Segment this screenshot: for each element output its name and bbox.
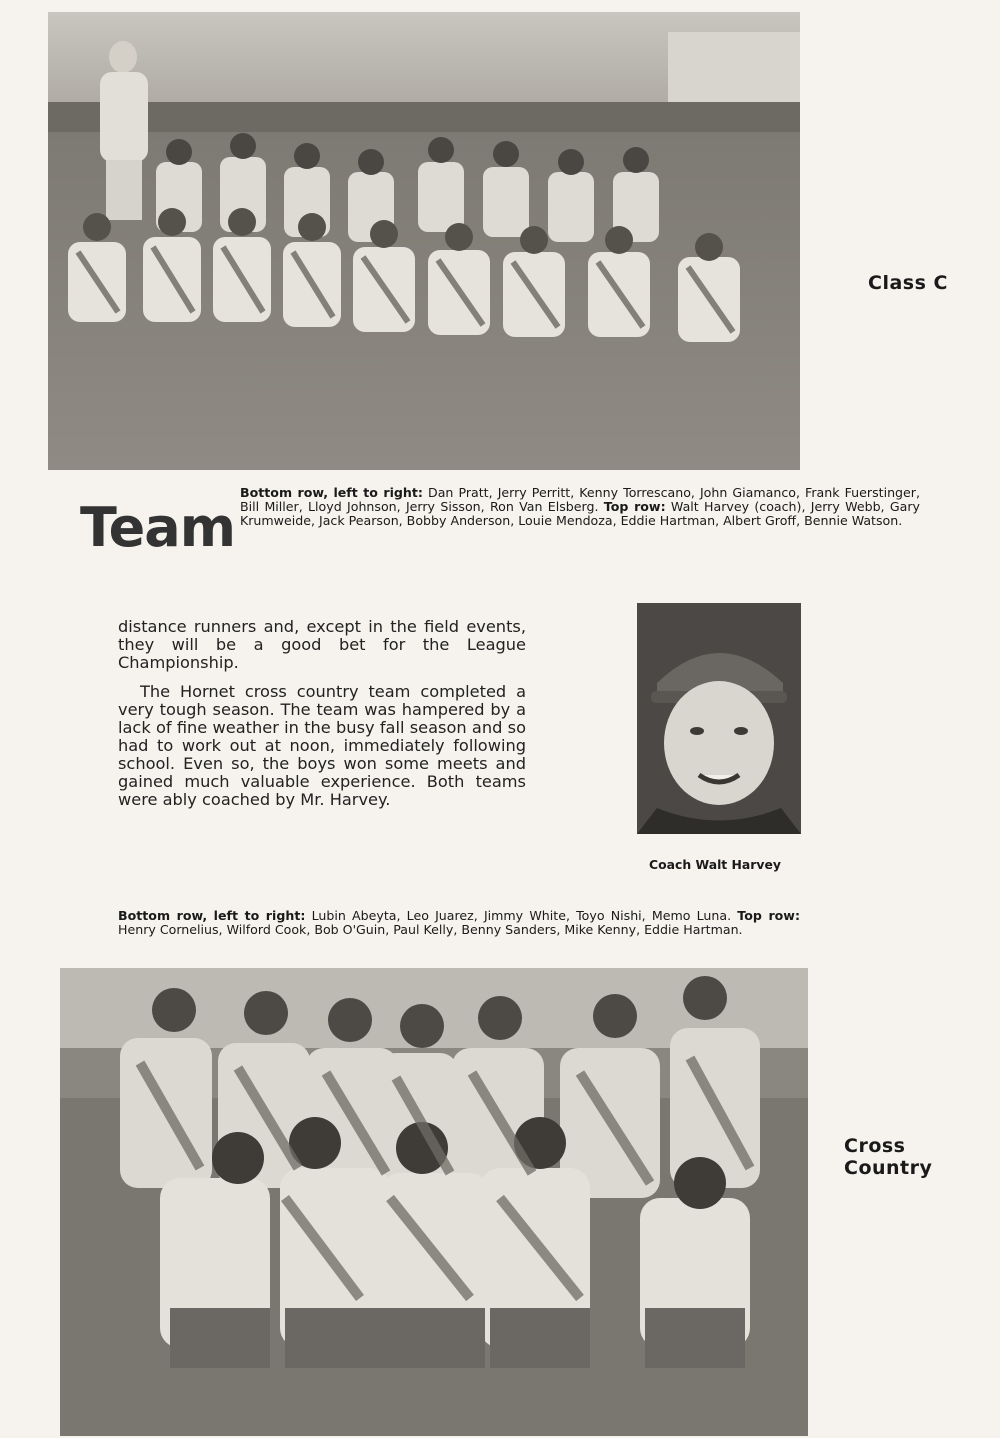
coach-portrait-image [637,603,801,834]
cc-top-row-names: Henry Cornelius, Wilford Cook, Bob O'Guin, Paul Kelly, Benny Sanders, Mike Kenny, Eddie Hartman. [118,922,743,937]
class-c-top-row-label: Top row: [603,499,666,514]
class-c-photo-image [48,12,800,470]
class-c-bottom-row-label: Bottom row, left to right: [240,485,423,500]
coach-portrait [637,603,801,834]
class-c-top-row-names: Walt Harvey (coach), Jerry Webb, Gary Krumweide, Jack Pearson, Bobby Anderson, Louie Mendoza, Eddie Hartman, Albert Groff, Bennie Watson. [240,499,920,528]
article-body [118,618,526,820]
cross-country-label: Cross Country [844,1135,933,1179]
article-paragraph-2: The Hornet cross country team completed a very tough season. The team was hampered by a lack of fine weather in the busy fall season and so had to work out at noon, immediately following school. Even so, the boys won some meets and gained much valuable experience. Both teams were ably coached by Mr. Harvey. [118,682,526,809]
team-title: Team [80,496,235,559]
coach-caption: Coach Walt Harvey [649,857,781,872]
cross-country-photo-image [60,968,808,1436]
cross-country-team-photo [60,968,808,1436]
class-c-label: Class C [868,272,948,294]
class-c-team-photo [48,12,800,470]
class-c-bottom-row-names: Dan Pratt, Jerry Perritt, Kenny Torrescano, John Giamanco, Frank Fuerstinger, Bill Miller, Lloyd Johnson, Jerry Sisson, Ron Van Elsberg. [240,485,920,514]
cc-bottom-row-label: Bottom row, left to right: [118,908,306,923]
cross-country-caption [118,909,800,937]
cc-top-row-label: Top row: [737,908,800,923]
article-paragraph-1: distance runners and, except in the field events, they will be a good bet for the League Championship. [118,617,526,672]
class-c-caption [240,486,920,528]
cc-bottom-row-names: Lubin Abeyta, Leo Juarez, Jimmy White, Toyo Nishi, Memo Luna. [311,908,732,923]
